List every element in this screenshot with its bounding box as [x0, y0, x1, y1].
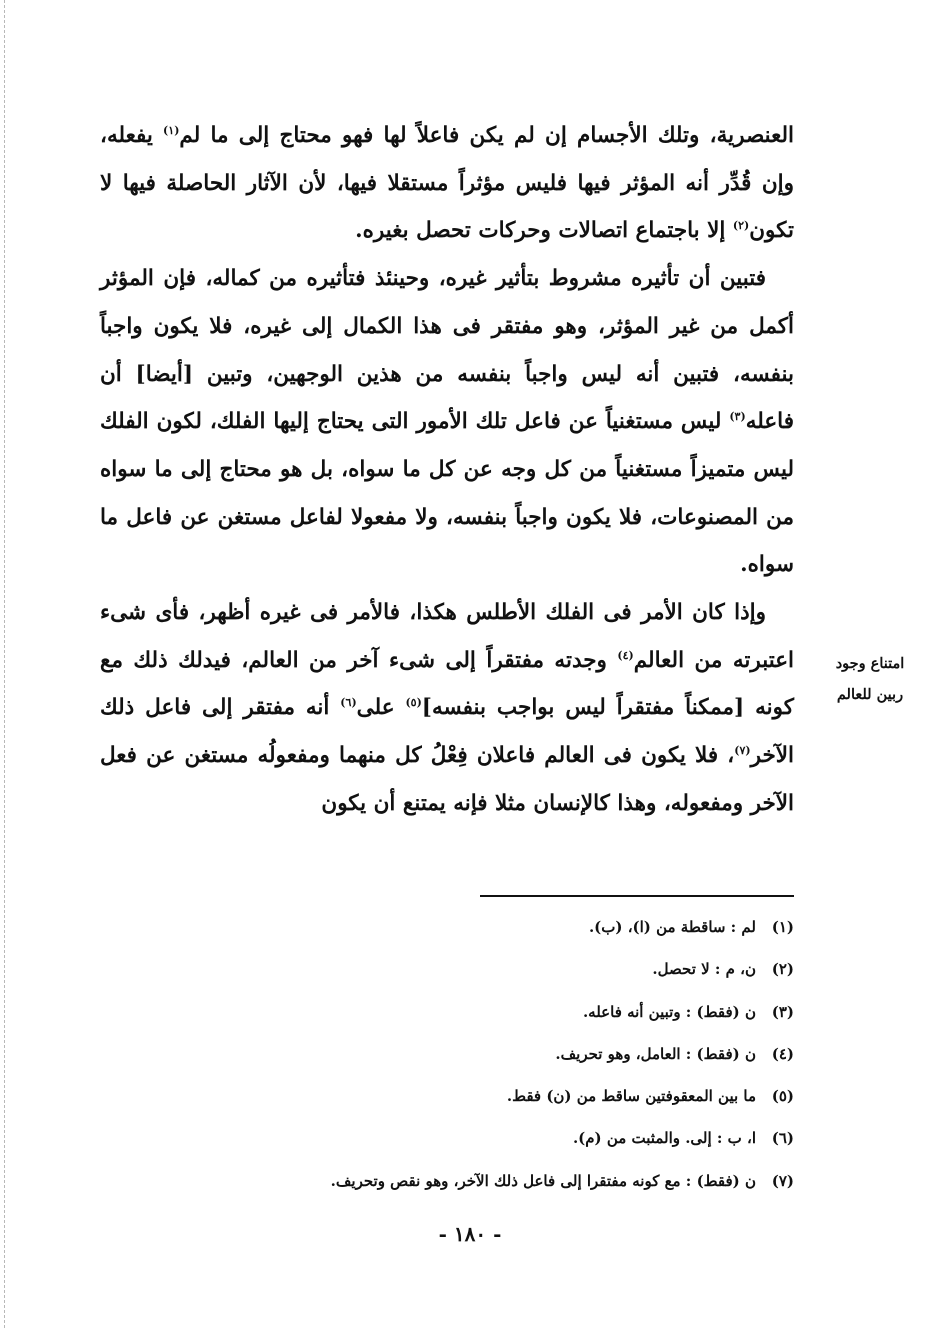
- paragraph-3: [100, 589, 794, 828]
- text-run: يفعله، وإن قُدِّر أنه المؤثر فيها فليس مؤثراً مستقلا فيها، لأن الآثار الحاصلة فيها لا تكون: [100, 123, 794, 244]
- footnote-1: [194, 906, 794, 948]
- text-run: إلا باجتماع اتصالات وحركات تحصل بغيره.: [355, 218, 733, 244]
- footnote-marker-7: (٧): [734, 743, 751, 757]
- text-run: أنه مفتقر إلى فاعل ذلك الآخر: [100, 695, 794, 769]
- footnote-text: ن (فقط) : مع كونه مفتقرا إلى فاعل ذلك الآخر، وهو نقص وتحريف.: [330, 1171, 756, 1190]
- footnote-text: ما بين المعقوفتين ساقط من (ن) فقط.: [506, 1087, 756, 1106]
- footnote-text: ا، ب : إلى. والمثبت من (م).: [572, 1129, 756, 1148]
- footnote-number: (٣): [771, 1002, 794, 1021]
- footnote-text: ن (فقط) : العامل، وهو تحريف.: [555, 1044, 756, 1063]
- footnote-text: ن، م : لا تحصل.: [652, 960, 756, 979]
- text-run: وجدته مفتقراً إلى شىء آخر من العالم، فيدلك ذلك مع كونه [ممكناً مفتقراً ليس بواجب بنفسه]: [100, 647, 794, 721]
- paragraph-2: [100, 255, 794, 589]
- footnote-number: (٧): [771, 1171, 794, 1190]
- text-run: على: [356, 695, 406, 721]
- text-run: العنصرية، وتلك الأجسام إن لم يكن فاعلاً لها فهو محتاج إلى ما لم: [179, 123, 794, 148]
- footnote-marker-6: (٦): [340, 696, 357, 710]
- side-note-line-1: امتناع وجود: [835, 655, 905, 672]
- paragraph-1: [100, 112, 794, 255]
- text-run: وإذا كان الأمر فى الفلك الأطلس هكذا، فالأمر فى غيره أظهر، فأى شىء اعتبرته من العالم: [100, 600, 795, 673]
- footnote-3: [194, 991, 794, 1033]
- footnote-marker-4: (٤): [617, 648, 634, 662]
- margin-side-note: [808, 648, 932, 710]
- footnote-number: (٤): [771, 1044, 794, 1063]
- footnote-marker-3: (٣): [729, 410, 746, 424]
- footnote-number: (٦): [771, 1129, 794, 1148]
- footnote-number: (١): [771, 918, 794, 936]
- footnote-6: [194, 1117, 794, 1159]
- footnote-text: ن (فقط) : وتبين أنه فاعله.: [582, 1002, 756, 1021]
- footnote-marker-2: (٢): [732, 219, 750, 233]
- footnote-marker-1: (١): [163, 123, 180, 137]
- binding-margin-line: [4, 0, 5, 1328]
- footnote-4: [194, 1033, 794, 1075]
- side-note-line-2: ربين للعالم: [836, 686, 904, 703]
- footnote-marker-5: (٥): [405, 696, 422, 710]
- text-run: ، فلا يكون فى العالم فاعلان فِعْلُ كل منهما ومفعولُه مستغن عن فعل الآخر ومفعوله، وهذا كالإنسان مثلا فإنه يمتنع أن يكون: [100, 743, 794, 816]
- footnote-5: [194, 1075, 794, 1117]
- footnote-2: [194, 948, 794, 990]
- footnote-7: [194, 1160, 794, 1202]
- text-run: ليس مستغنياً عن فاعل تلك الأمور التى يحتاج إليها الفلك، لكون الفلك ليس متميزاً مستغنياً من كل وجه عن كل ما سواه، بل هو محتاج إلى ما سواه من المصنوعات، فلا يكون واجباً بنفسه، ولا مفعولا لفاعل مستغن عن فاعل ما سواه.: [100, 409, 794, 578]
- footnote-number: (٥): [771, 1087, 794, 1106]
- text-run: فتبين أن تأثيره مشروط بتأثير غيره، وحينئذ فتأثيره من كماله، فإن المؤثر أكمل من غير المؤثر، وهو مفتقر فى هذا الكمال إلى غيره، فلا يكون واجباً بنفسه، فتبين أنه ليس واجباً بنفسه من هذين الوجهين، وتبين [أيضا] أن فاعله: [100, 266, 794, 435]
- footnote-text: لم : ساقطة من (ا)، (ب).: [588, 918, 756, 936]
- footnote-separator: [480, 895, 794, 897]
- footnotes-list: [194, 906, 794, 1202]
- main-text-body: [100, 112, 794, 828]
- page-number: - ١٨٠ -: [438, 1222, 502, 1246]
- footnote-number: (٢): [771, 960, 794, 979]
